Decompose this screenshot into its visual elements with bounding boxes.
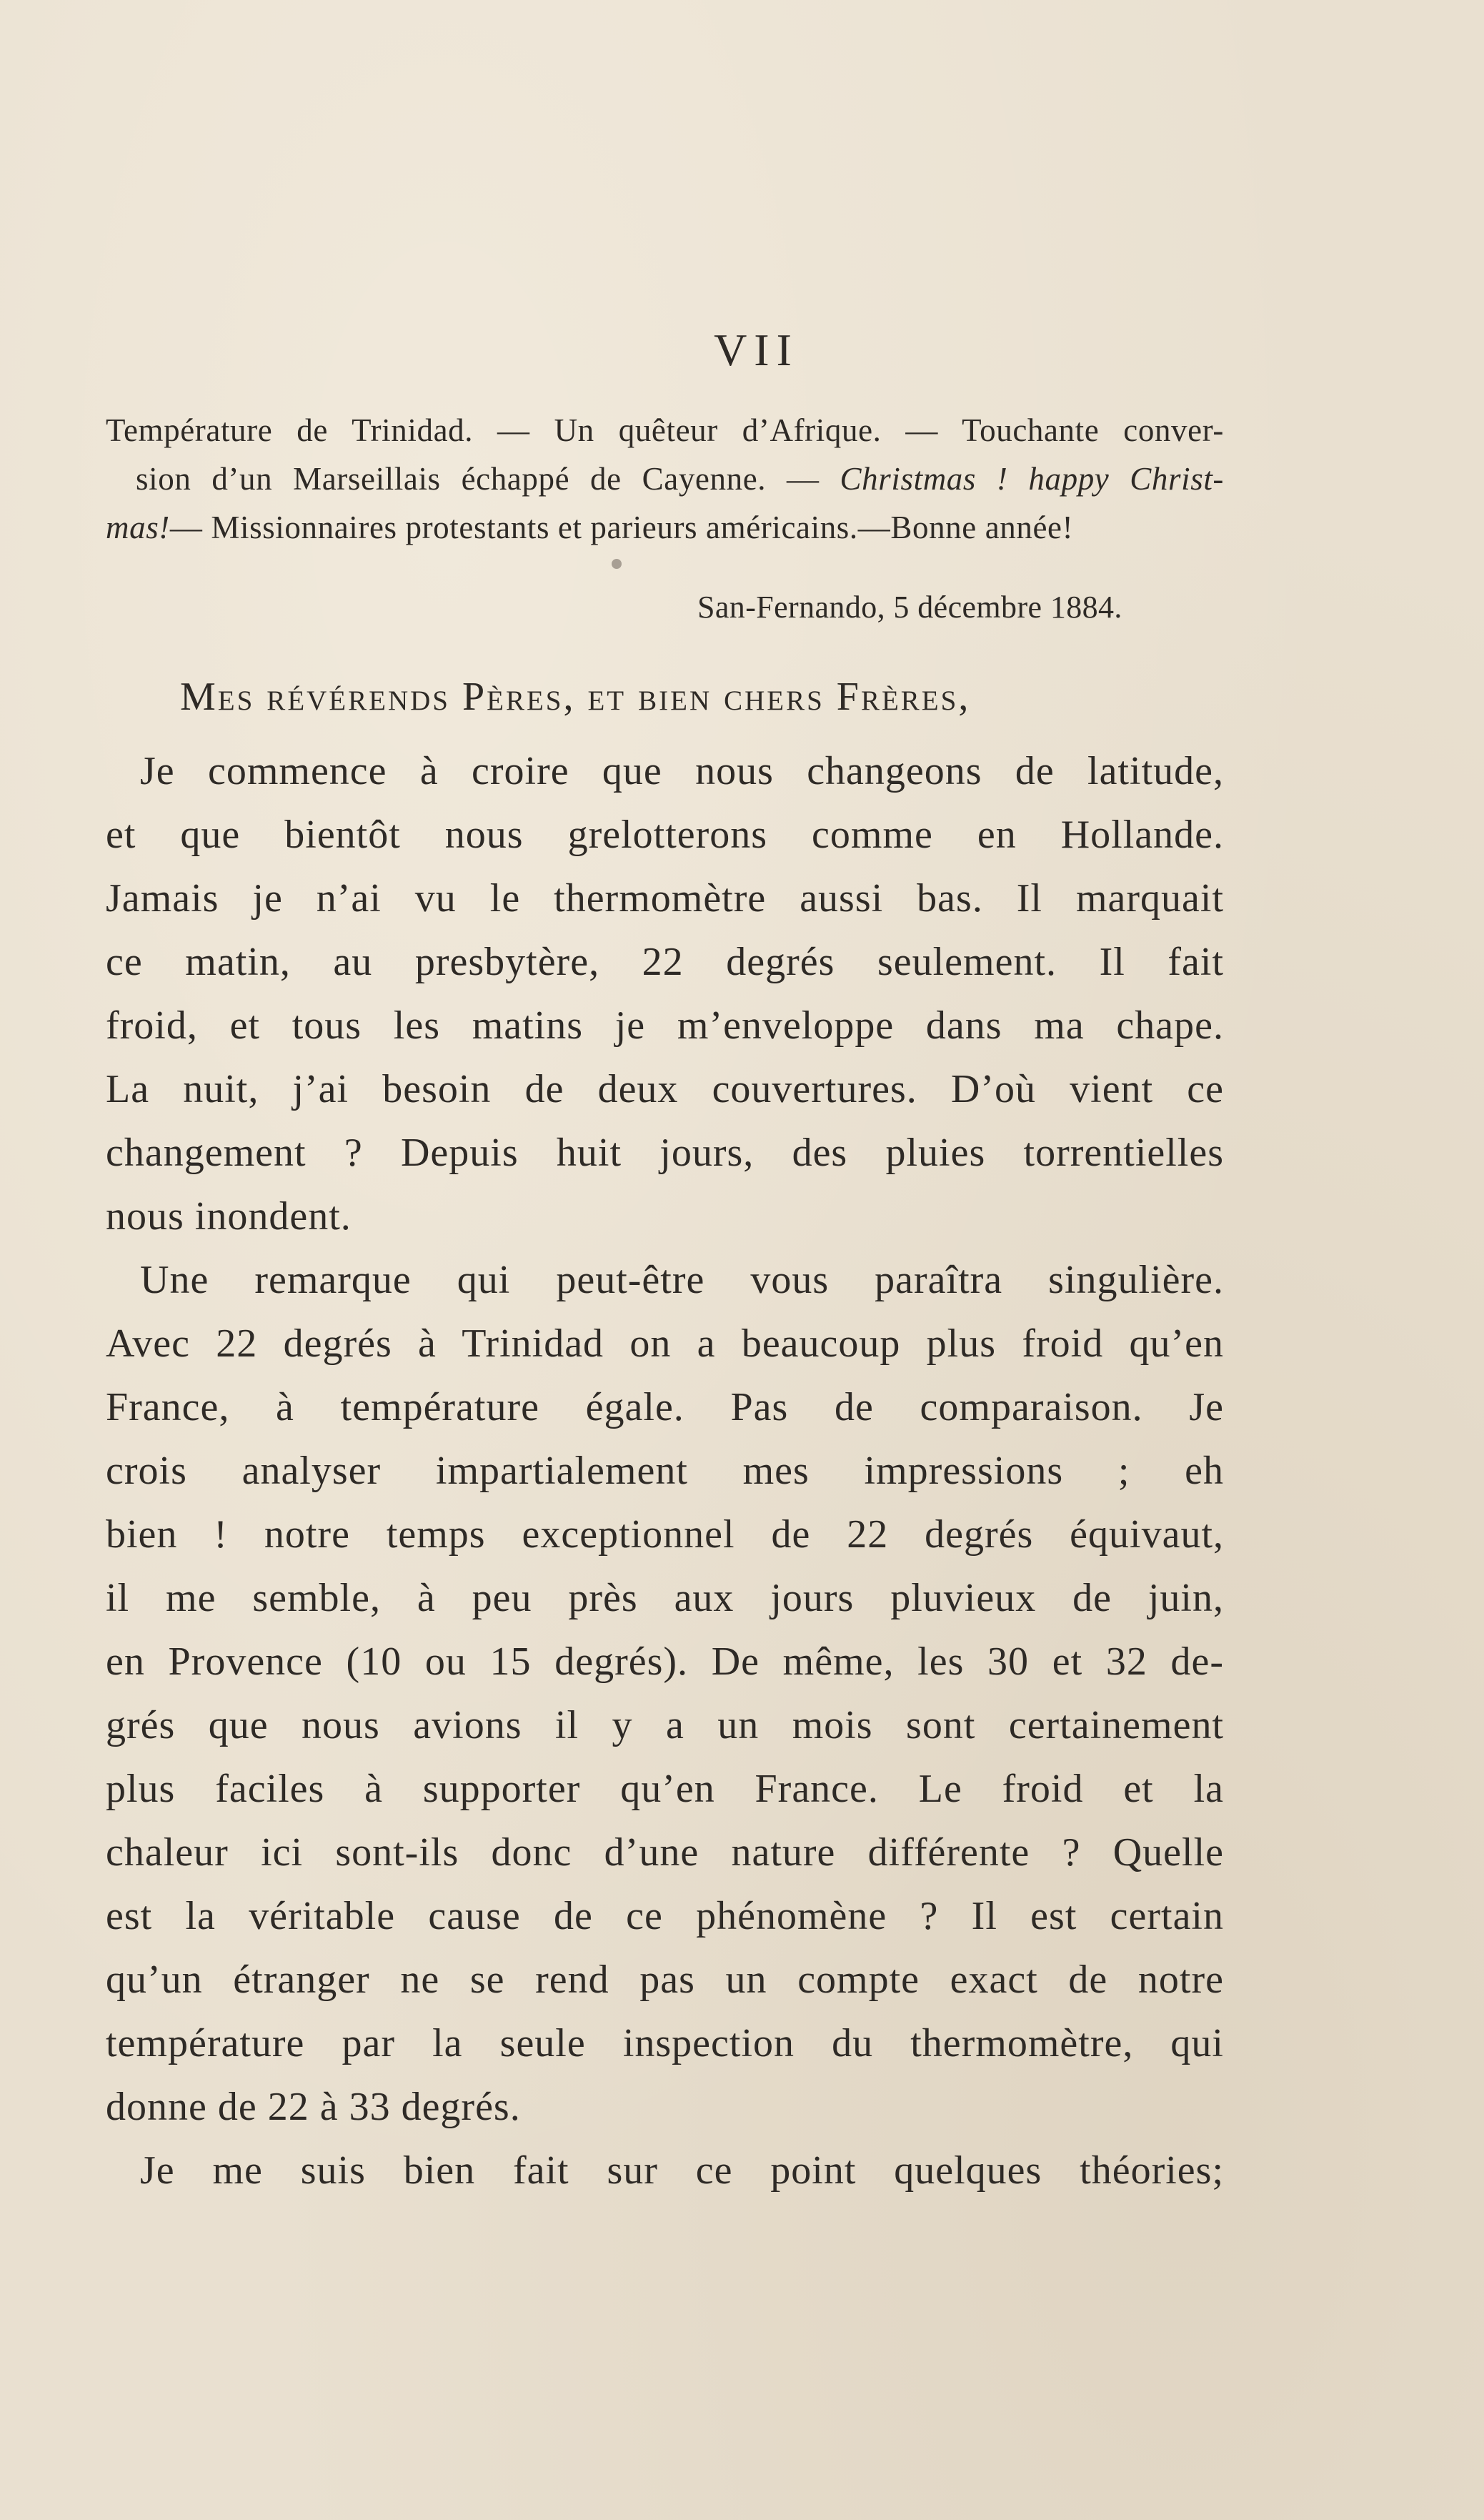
summary-text: sion d’un Marseillais échappé de Cayenne. — xyxy=(136,461,840,497)
body-line: La nuit, j’ai besoin de deux couvertures. D’où vient ce xyxy=(106,1067,1224,1111)
body-line: qu’un étranger ne se rend pas un compte exact de notre xyxy=(106,1958,1224,2002)
body-line: France, à température égale. Pas de comparaison. Je xyxy=(106,1385,1224,1429)
summary-line xyxy=(106,406,1224,455)
body-line: Je me suis bien fait sur ce point quelques théories; xyxy=(140,2148,1224,2193)
summary-text: — Missionnaires protestants et parieurs américains.—Bonne année! xyxy=(169,510,1074,545)
body-line: grés que nous avions il y a un mois sont certainement xyxy=(106,1703,1224,1747)
body-line: crois analyser impartialement mes impressions ; eh xyxy=(106,1449,1224,1493)
dateline: San-Fernando, 5 décembre 1884. xyxy=(697,590,1122,625)
body-line: donne de 22 à 33 degrés. xyxy=(106,2085,521,2129)
body-line: Avec 22 degrés à Trinidad on a beaucoup plus froid qu’en xyxy=(106,1321,1224,1366)
body-line: froid, et tous les matins je m’enveloppe dans ma chape. xyxy=(106,1003,1224,1048)
summary-text: Température de Trinidad. — Un quêteur d’Afrique. — Touchante conver- xyxy=(106,412,1224,448)
body-line: Une remarque qui peut-être vous paraîtra singulière. xyxy=(140,1258,1224,1302)
body-line: et que bientôt nous grelotterons comme en Hollande. xyxy=(106,813,1224,857)
body-line: plus faciles à supporter qu’en France. Le froid et la xyxy=(106,1767,1224,1811)
body-line: Jamais je n’ai vu le thermomètre aussi bas. Il marquait xyxy=(106,876,1224,921)
summary-line xyxy=(106,455,1224,503)
body-text xyxy=(106,740,1224,2203)
summary-italic-text: mas! xyxy=(106,510,170,545)
summary-italic-text: Christmas ! happy Christ- xyxy=(840,461,1225,497)
body-line: en Provence (10 ou 15 degrés). De même, les 30 et 32 de- xyxy=(106,1640,1224,1684)
body-line: changement ? Depuis huit jours, des pluies torrentielles xyxy=(106,1131,1224,1175)
chapter-number: VII xyxy=(714,324,799,375)
body-line: température par la seule inspection du thermomètre, qui xyxy=(106,2021,1224,2065)
chapter-summary xyxy=(106,406,1224,552)
body-line: bien ! notre temps exceptionnel de 22 degrés équivaut, xyxy=(106,1512,1224,1557)
body-line: Je commence à croire que nous changeons de latitude, xyxy=(140,749,1224,793)
body-line: il me semble, à peu près aux jours pluvieux de juin, xyxy=(106,1576,1224,1620)
body-line: chaleur ici sont-ils donc d’une nature différente ? Quelle xyxy=(106,1830,1224,1875)
body-line: est la véritable cause de ce phénomène ? Il est certain xyxy=(106,1894,1224,1938)
salutation: Mes révérends Pères, et bien chers Frères, xyxy=(180,675,971,719)
ink-speck xyxy=(612,559,622,569)
body-line: nous inondent. xyxy=(106,1194,352,1239)
summary-line xyxy=(106,503,1224,552)
body-line: ce matin, au presbytère, 22 degrés seulement. Il fait xyxy=(106,940,1224,984)
